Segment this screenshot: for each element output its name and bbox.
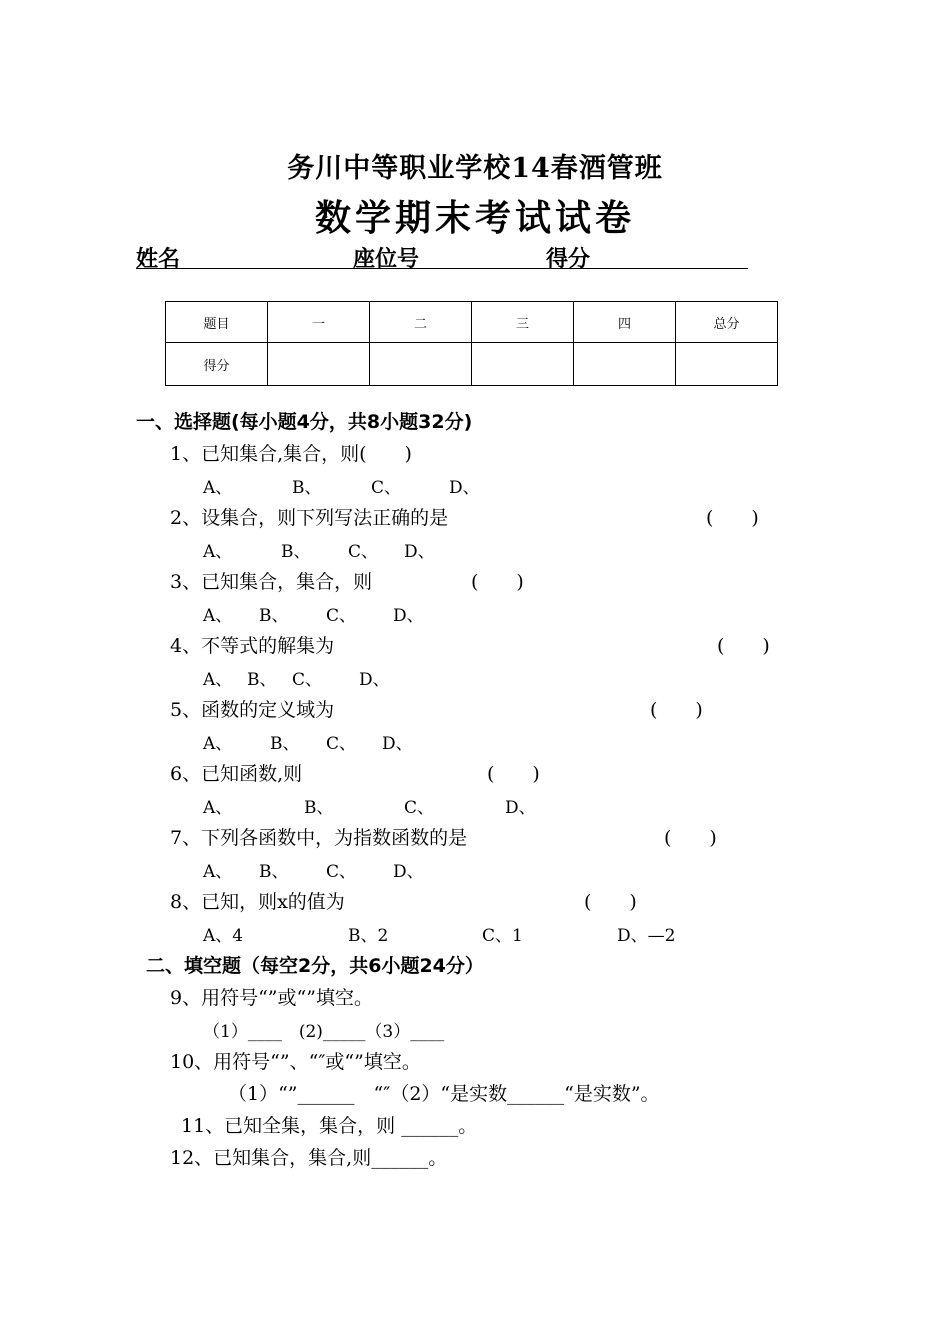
q4-option-d: D、 <box>359 670 390 690</box>
q6-option-c: C、 <box>404 798 435 818</box>
score-table-cell: 总分 <box>676 302 778 343</box>
q3-option-b: B、 <box>259 606 289 626</box>
score-table-header-row <box>166 302 778 343</box>
info-underline <box>136 268 748 269</box>
q8-option-a: A、4 <box>203 926 244 946</box>
name-label: 姓名 <box>136 246 181 272</box>
score-cell-4[interactable] <box>574 343 676 386</box>
q1-option-d: D、 <box>449 478 480 498</box>
q7-option-d: D、 <box>393 862 424 882</box>
score-label: 得分 <box>546 246 591 272</box>
q1-option-a: A、 <box>203 478 233 498</box>
question-3: 3、已知集合，集合，则 <box>170 571 373 593</box>
score-cell-3[interactable] <box>472 343 574 386</box>
score-table-cell: 三 <box>472 302 574 343</box>
q8-option-b: B、2 <box>348 926 389 946</box>
q1-option-c: C、 <box>371 478 402 498</box>
question-9-blanks: （1）____ (2)_____（3）____ <box>203 1022 445 1042</box>
school-title: 务川中等职业学校14春酒管班 <box>287 153 663 184</box>
question-12: 12、已知集合，集合,则______。 <box>170 1147 448 1169</box>
question-6: 6、已知函数,则 <box>170 763 303 785</box>
q8-option-c: C、1 <box>482 926 523 946</box>
q7-option-a: A、 <box>203 862 233 882</box>
seat-label: 座位号 <box>353 246 420 272</box>
q5-option-b: B、 <box>270 734 300 754</box>
question-2: 2、设集合，则下列写法正确的是 <box>170 507 449 529</box>
q3-option-a: A、 <box>203 606 233 626</box>
question-5: 5、函数的定义域为 <box>170 699 335 721</box>
score-table-cell: 四 <box>574 302 676 343</box>
exam-title: 数学期末考试试卷 <box>314 197 635 239</box>
q7-option-b: B、 <box>259 862 289 882</box>
question-4: 4、不等式的解集为 <box>170 635 335 657</box>
q6-option-a: A、 <box>203 798 233 818</box>
question-9: 9、用符号“”或“”填空。 <box>170 987 373 1009</box>
q1-option-b: B、 <box>292 478 322 498</box>
score-table-cell: 题目 <box>166 302 268 343</box>
question-7: 7、下列各函数中，为指数函数的是 <box>170 827 468 849</box>
q8-option-d: D、—2 <box>617 926 676 946</box>
score-cell-1[interactable] <box>268 343 370 386</box>
q5-option-a: A、 <box>203 734 233 754</box>
section1-title: 一、选择题(每小题4分，共8小题32分) <box>136 411 473 433</box>
section2-title: 二、填空题（每空2分，共6小题24分） <box>146 955 484 977</box>
q7-answer-paren: ( ) <box>664 827 717 849</box>
score-table-score-row <box>166 343 778 386</box>
q2-option-b: B、 <box>281 542 311 562</box>
question-11: 11、已知全集，集合，则 ______。 <box>181 1115 478 1137</box>
question-10-blanks: （1）“”______ “″（2）“是实数______“是实数”。 <box>228 1083 660 1105</box>
q6-answer-paren: ( ) <box>487 763 540 785</box>
score-row-label: 得分 <box>166 343 268 386</box>
question-1: 1、已知集合,集合，则( ) <box>170 443 412 465</box>
q7-option-c: C、 <box>326 862 357 882</box>
q5-answer-paren: ( ) <box>650 699 703 721</box>
score-cell-2[interactable] <box>370 343 472 386</box>
q6-option-b: B、 <box>304 798 334 818</box>
q5-option-d: D、 <box>382 734 413 754</box>
q4-option-a: A、 <box>203 670 233 690</box>
q2-answer-paren: ( ) <box>706 507 759 529</box>
q2-option-a: A、 <box>203 542 233 562</box>
q3-answer-paren: ( ) <box>471 571 524 593</box>
q4-option-b: B、 <box>247 670 277 690</box>
score-table <box>165 301 778 386</box>
question-10: 10、用符号“”、“″或“”填空。 <box>170 1051 421 1073</box>
q3-option-c: C、 <box>326 606 357 626</box>
q5-option-c: C、 <box>326 734 357 754</box>
q4-answer-paren: ( ) <box>717 635 770 657</box>
q2-option-c: C、 <box>348 542 379 562</box>
question-8: 8、已知，则x的值为 <box>170 891 345 913</box>
score-cell-total[interactable] <box>676 343 778 386</box>
q8-answer-paren: ( ) <box>584 891 637 913</box>
q6-option-d: D、 <box>505 798 536 818</box>
score-table-cell: 二 <box>370 302 472 343</box>
q4-option-c: C、 <box>292 670 323 690</box>
q2-option-d: D、 <box>404 542 435 562</box>
score-table-cell: 一 <box>268 302 370 343</box>
q3-option-d: D、 <box>393 606 424 626</box>
